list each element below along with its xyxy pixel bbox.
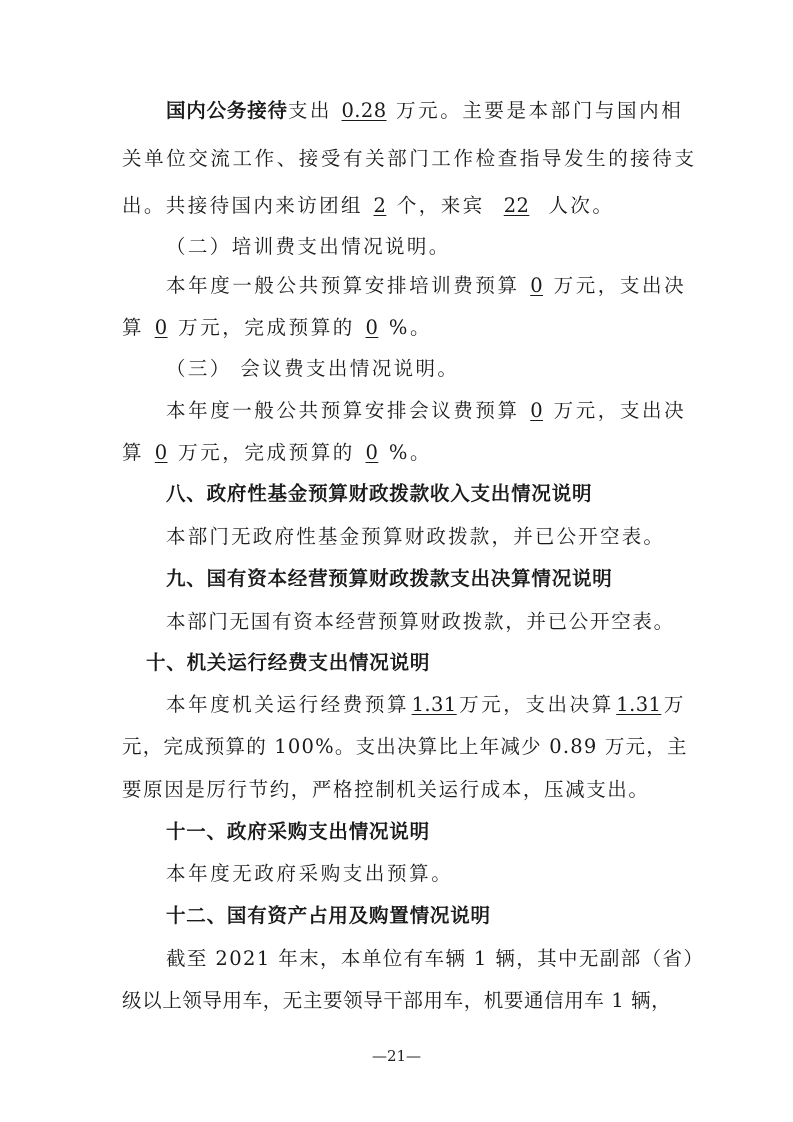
section-10-line-3: 要原因是厉行节约，严格控制机关运行成本，压减支出。	[122, 778, 650, 801]
section-9-heading: 九、国有资本经营预算财政拨款支出决算情况说明	[166, 567, 613, 590]
training-line-2: 算 0 万元，完成预算的 0 %。	[122, 313, 672, 343]
section-9-text: 本部门无国有资本经营预算财政拨款，并已公开空表。	[166, 610, 675, 633]
section-8-text: 本部门无政府性基金预算财政拨款，并已公开空表。	[166, 525, 666, 548]
section-10-line-1: 本年度机关运行经费预算 1.31 万元，支出决算 1.31 万	[122, 690, 672, 720]
section-12-line-2: 级以上领导用车，无主要领导干部用车，机要通信用车 1 辆，	[122, 989, 672, 1012]
section-10-line-2: 元，完成预算的 100%。支出决算比上年减少 0.89 万元，主	[122, 735, 688, 758]
section-12-line-1: 截至 2021 年末，本单位有车辆 1 辆，其中无副部（省）	[166, 947, 705, 970]
meeting-title: （三） 会议费支出情况说明。	[166, 357, 460, 380]
operating-budget: 1.31	[411, 693, 457, 716]
section-12-heading: 十二、国有资产占用及购置情况说明	[166, 904, 491, 927]
meeting-actual: 0	[154, 441, 168, 464]
group-count: 2	[373, 194, 387, 217]
reception-lead: 国内公务接待	[166, 99, 288, 122]
operating-actual: 1.31	[616, 693, 662, 716]
training-budget: 0	[530, 274, 544, 297]
meeting-budget: 0	[530, 399, 544, 422]
guest-count: 22	[503, 194, 530, 217]
meeting-ratio: 0	[365, 441, 379, 464]
training-line-1: 本年度一般公共预算安排培训费预算 0 万元，支出决	[122, 271, 672, 301]
page-number: —21—	[371, 1047, 422, 1065]
reception-line-1: 国内公务接待支出 0.28 万元。主要是本部门与国内相	[122, 96, 672, 126]
training-ratio: 0	[365, 316, 379, 339]
training-title: （二）培训费支出情况说明。	[166, 235, 451, 258]
section-11-text: 本年度无政府采购支出预算。	[166, 862, 454, 885]
meeting-line-2: 算 0 万元，完成预算的 0 %。	[122, 438, 672, 468]
reception-line-3: 出。共接待国内来访团组 2 个，来宾 22 人次。	[122, 191, 672, 221]
meeting-line-1: 本年度一般公共预算安排会议费预算 0 万元，支出决	[122, 396, 672, 426]
section-8-heading: 八、政府性基金预算财政拨款收入支出情况说明	[166, 482, 593, 505]
section-11-heading: 十一、政府采购支出情况说明	[166, 820, 430, 843]
section-10-heading: 十、机关运行经费支出情况说明	[146, 651, 431, 674]
reception-line-2: 关单位交流工作、接受有关部门工作检查指导发生的接待支	[122, 147, 697, 170]
reception-amount: 0.28	[341, 99, 387, 122]
training-actual: 0	[154, 316, 168, 339]
